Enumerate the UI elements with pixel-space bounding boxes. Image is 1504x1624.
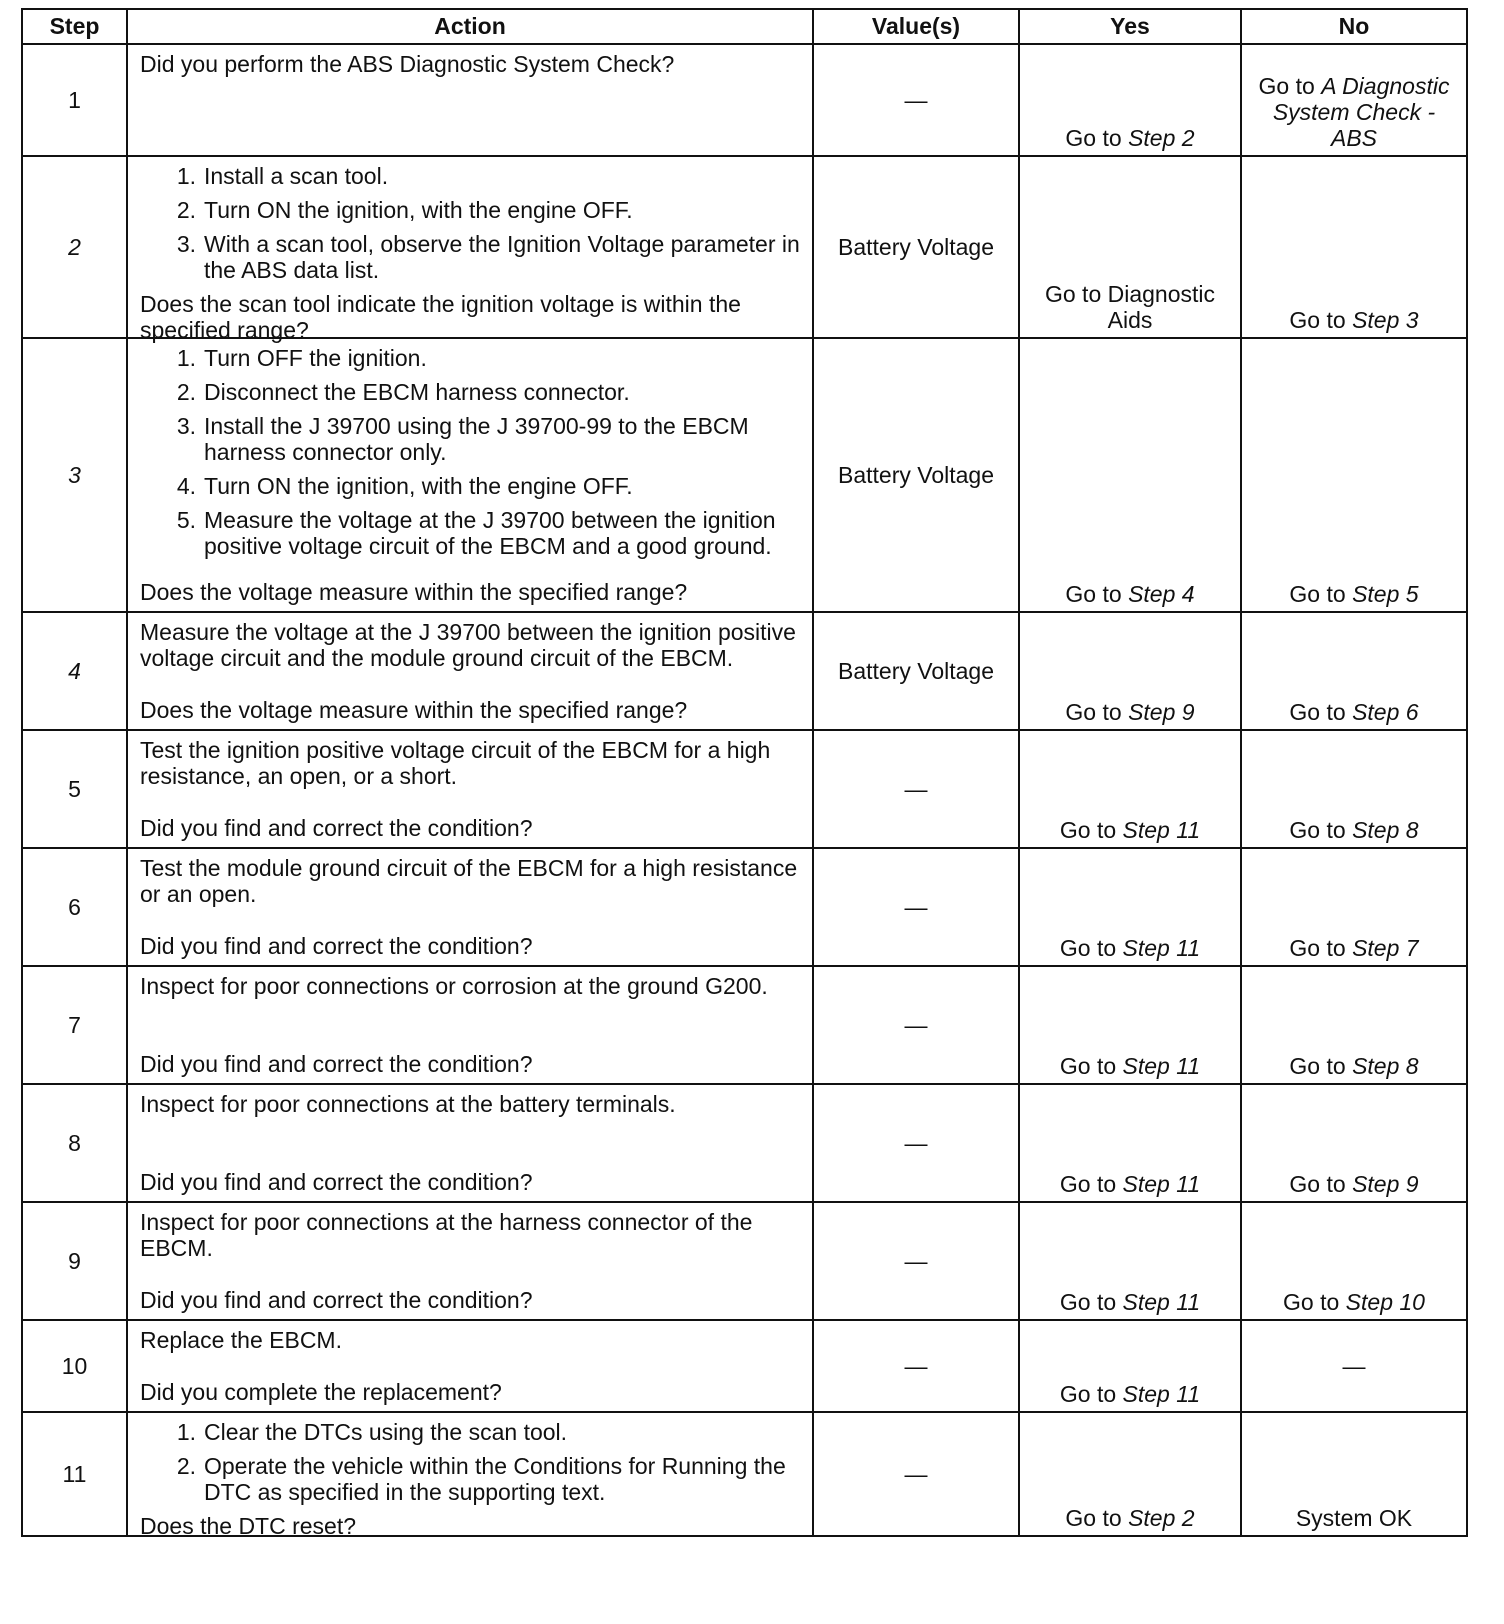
- no-cell: [1241, 1202, 1467, 1320]
- yes-step-ref: Step 2: [1128, 1505, 1195, 1531]
- yes-cell: [1019, 730, 1241, 848]
- yes-text: Go to: [1065, 125, 1129, 151]
- list-item-text: Turn ON the ignition, with the engine OFF.: [204, 197, 633, 223]
- action-question: Does the scan tool indicate the ignition voltage is within the specified range?: [140, 291, 741, 343]
- list-item: [140, 231, 802, 283]
- yes-cell: [1019, 1202, 1241, 1320]
- yes-cell: [1019, 848, 1241, 966]
- list-item-number: 2.: [176, 197, 196, 223]
- yes-step-ref: Step 11: [1122, 1053, 1201, 1079]
- yes-cell: [1019, 44, 1241, 156]
- diagnostic-table: [21, 8, 1468, 1537]
- table-row: [22, 730, 1467, 848]
- step-number: 10: [22, 1320, 127, 1412]
- yes-text: Go to: [1059, 1171, 1123, 1197]
- value-cell: —: [813, 1320, 1019, 1412]
- list-item-text: Clear the DTCs using the scan tool.: [204, 1419, 568, 1445]
- action-question: Did you find and correct the condition?: [140, 1287, 533, 1313]
- no-cell: [1241, 1084, 1467, 1202]
- yes-cell: [1019, 338, 1241, 612]
- yes-cell: [1019, 1412, 1241, 1536]
- action-text: Measure the voltage at the J 39700 between the ignition positive voltage circuit and the module ground circuit of the EBCM.: [140, 619, 796, 671]
- no-text: Go to: [1289, 1053, 1353, 1079]
- action-question: Did you find and correct the condition?: [140, 933, 533, 959]
- no-text: Go to: [1283, 1289, 1346, 1315]
- action-steps-list: [140, 1419, 802, 1505]
- value-cell: —: [813, 966, 1019, 1084]
- list-item: [140, 197, 802, 223]
- yes-text: Go to: [1065, 1505, 1129, 1531]
- yes-cell: [1019, 156, 1241, 338]
- action-cell: [127, 338, 813, 612]
- yes-text: Go to: [1059, 817, 1123, 843]
- no-cell: [1241, 44, 1467, 156]
- yes-step-ref: Step 11: [1122, 935, 1201, 961]
- table-row: [22, 156, 1467, 338]
- value-cell: Battery Voltage: [813, 612, 1019, 730]
- action-question: Does the DTC reset?: [140, 1513, 357, 1539]
- action-question: Did you find and correct the condition?: [140, 1051, 533, 1077]
- table-row: [22, 1084, 1467, 1202]
- list-item-number: 2.: [176, 379, 196, 405]
- value-cell: —: [813, 1412, 1019, 1536]
- no-text: —: [1342, 1353, 1366, 1379]
- action-cell: [127, 848, 813, 966]
- yes-text: Go to: [1059, 1289, 1123, 1315]
- list-item-number: 4.: [176, 473, 196, 499]
- action-text: Inspect for poor connections at the battery terminals.: [140, 1091, 676, 1117]
- list-item-text: Turn OFF the ignition.: [204, 345, 427, 371]
- step-number: 5: [22, 730, 127, 848]
- no-step-ref: Step 6: [1352, 699, 1419, 725]
- table-row: [22, 1202, 1467, 1320]
- yes-cell: [1019, 1084, 1241, 1202]
- yes-cell: [1019, 612, 1241, 730]
- list-item: [140, 507, 802, 559]
- action-cell: [127, 730, 813, 848]
- list-item-number: 3.: [176, 231, 196, 257]
- list-item-text: With a scan tool, observe the Ignition Voltage parameter in the ABS data list.: [204, 231, 800, 283]
- action-text: Did you perform the ABS Diagnostic System Check?: [140, 51, 675, 77]
- yes-step-ref: Step 2: [1128, 125, 1195, 151]
- action-steps-list: [140, 163, 802, 283]
- no-cell: [1241, 1412, 1467, 1536]
- header-values: Value(s): [813, 9, 1019, 44]
- step-number: 3: [22, 338, 127, 612]
- list-item-text: Install a scan tool.: [204, 163, 389, 189]
- step-number: 7: [22, 966, 127, 1084]
- list-item: [140, 413, 802, 465]
- action-cell: [127, 156, 813, 343]
- header-action: Action: [127, 9, 813, 44]
- step-number: 2: [22, 156, 127, 338]
- value-cell: —: [813, 1084, 1019, 1202]
- list-item-number: 5.: [176, 507, 196, 533]
- action-cell: [127, 1084, 813, 1202]
- action-text: Test the module ground circuit of the EBCM for a high resistance or an open.: [140, 855, 798, 907]
- action-cell: [127, 1202, 813, 1320]
- header-yes: Yes: [1019, 9, 1241, 44]
- action-question: Did you find and correct the condition?: [140, 1169, 533, 1195]
- no-text: Go to: [1258, 73, 1322, 99]
- yes-text: Go to: [1059, 935, 1123, 961]
- list-item-number: 1.: [176, 163, 196, 189]
- yes-text: Go to Diagnostic Aids: [1044, 281, 1216, 333]
- step-number: 6: [22, 848, 127, 966]
- value-cell: —: [813, 848, 1019, 966]
- table-row: [22, 44, 1467, 156]
- header-step: Step: [22, 9, 127, 44]
- list-item-text: Operate the vehicle within the Conditions for Running the DTC as specified in the supporting text.: [204, 1453, 786, 1505]
- no-text: Go to: [1289, 581, 1353, 607]
- action-question: Did you find and correct the condition?: [140, 815, 533, 841]
- list-item: [140, 1419, 802, 1445]
- action-text: Test the ignition positive voltage circuit of the EBCM for a high resistance, an open, or a short.: [140, 737, 771, 789]
- no-cell: [1241, 156, 1467, 338]
- header-row: [22, 9, 1467, 44]
- action-cell: [127, 1412, 813, 1539]
- value-cell: —: [813, 1202, 1019, 1320]
- list-item-number: 1.: [176, 1419, 196, 1445]
- action-question: Does the voltage measure within the specified range?: [140, 697, 688, 723]
- step-number: 9: [22, 1202, 127, 1320]
- action-question: Did you complete the replacement?: [140, 1379, 502, 1405]
- yes-cell: [1019, 1320, 1241, 1412]
- list-item: [140, 345, 802, 371]
- yes-text: Go to: [1059, 1381, 1123, 1407]
- no-step-ref: Step 9: [1352, 1171, 1419, 1197]
- no-text: Go to: [1289, 699, 1353, 725]
- no-cell: [1241, 848, 1467, 966]
- table-row: [22, 1320, 1467, 1412]
- value-cell: Battery Voltage: [813, 156, 1019, 338]
- yes-step-ref: Step 4: [1128, 581, 1195, 607]
- list-item-number: 1.: [176, 345, 196, 371]
- step-number: 11: [22, 1412, 127, 1536]
- list-item-number: 2.: [176, 1453, 196, 1479]
- list-item-text: Disconnect the EBCM harness connector.: [204, 379, 630, 405]
- value-cell: Battery Voltage: [813, 338, 1019, 612]
- yes-step-ref: Step 11: [1122, 817, 1201, 843]
- no-text: Go to: [1289, 307, 1353, 333]
- action-cell: [127, 44, 813, 156]
- table-row: [22, 848, 1467, 966]
- no-cell: [1241, 1320, 1467, 1412]
- no-text: Go to: [1289, 935, 1353, 961]
- no-cell: [1241, 966, 1467, 1084]
- list-item: [140, 473, 802, 499]
- step-number: 1: [22, 44, 127, 156]
- yes-step-ref: Step 11: [1122, 1171, 1201, 1197]
- list-item: [140, 163, 802, 189]
- value-cell: —: [813, 730, 1019, 848]
- no-step-ref: Step 8: [1352, 817, 1419, 843]
- no-step-ref: A Diagnostic System Check - ABS: [1272, 73, 1450, 151]
- table-row: [22, 966, 1467, 1084]
- action-cell: [127, 966, 813, 1084]
- no-step-ref: Step 3: [1352, 307, 1419, 333]
- list-item-text: Measure the voltage at the J 39700 between the ignition positive voltage circuit of the EBCM and a good ground.: [204, 507, 776, 559]
- yes-text: Go to: [1059, 1053, 1123, 1079]
- table-row: [22, 338, 1467, 612]
- no-cell: [1241, 730, 1467, 848]
- yes-text: Go to: [1065, 581, 1129, 607]
- list-item-text: Install the J 39700 using the J 39700-99 to the EBCM harness connector only.: [204, 413, 749, 465]
- value-cell: —: [813, 44, 1019, 156]
- no-step-ref: Step 10: [1345, 1289, 1425, 1315]
- action-text: Inspect for poor connections at the harness connector of the EBCM.: [140, 1209, 753, 1261]
- yes-step-ref: Step 11: [1122, 1381, 1201, 1407]
- no-text: System OK: [1295, 1505, 1413, 1531]
- action-cell: [127, 612, 813, 730]
- list-item: [140, 379, 802, 405]
- yes-cell: [1019, 966, 1241, 1084]
- yes-text: Go to: [1065, 699, 1129, 725]
- action-steps-list: [140, 345, 802, 559]
- table-row: [22, 612, 1467, 730]
- no-step-ref: Step 8: [1352, 1053, 1419, 1079]
- no-cell: [1241, 338, 1467, 612]
- list-item-number: 3.: [176, 413, 196, 439]
- header-no: No: [1241, 9, 1467, 44]
- no-cell: [1241, 612, 1467, 730]
- action-cell: [127, 1320, 813, 1412]
- action-text: Replace the EBCM.: [140, 1327, 342, 1353]
- no-step-ref: Step 7: [1352, 935, 1419, 961]
- list-item: [140, 1453, 802, 1505]
- yes-step-ref: Step 11: [1122, 1289, 1201, 1315]
- action-question: Does the voltage measure within the specified range?: [140, 579, 688, 605]
- step-number: 8: [22, 1084, 127, 1202]
- no-text: Go to: [1289, 1171, 1353, 1197]
- action-text: Inspect for poor connections or corrosion at the ground G200.: [140, 973, 768, 999]
- step-number: 4: [22, 612, 127, 730]
- no-text: Go to: [1289, 817, 1353, 843]
- table-row: [22, 1412, 1467, 1536]
- no-step-ref: Step 5: [1352, 581, 1419, 607]
- yes-step-ref: Step 9: [1128, 699, 1195, 725]
- list-item-text: Turn ON the ignition, with the engine OFF.: [204, 473, 633, 499]
